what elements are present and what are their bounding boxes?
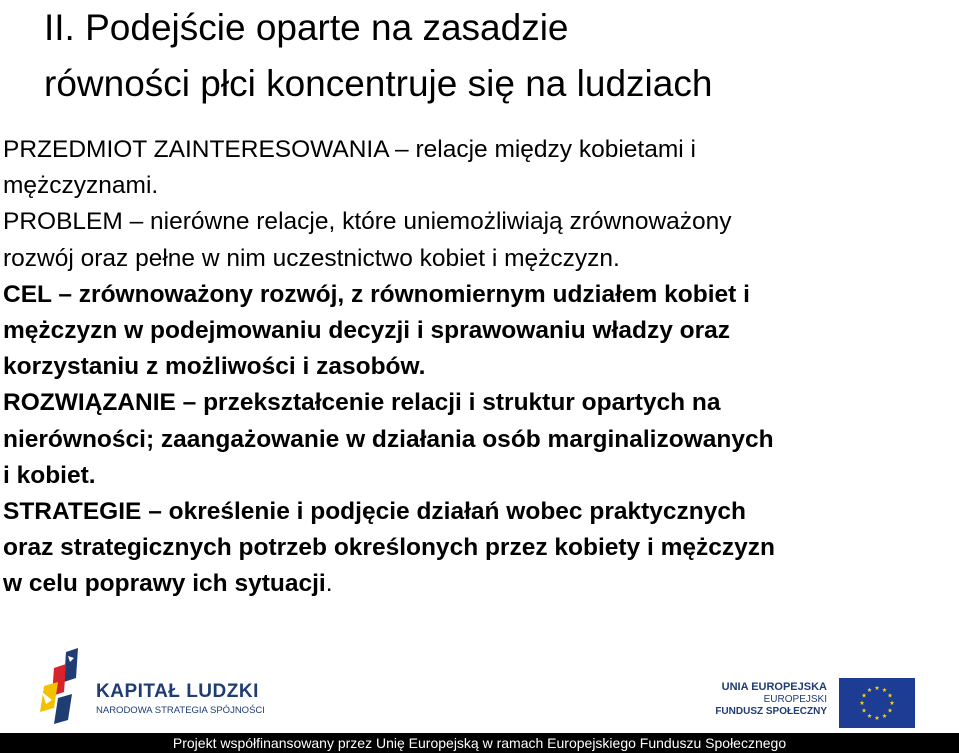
footer-bar (0, 733, 959, 753)
slide-title (44, 0, 944, 112)
body-line: mężczyznami. (3, 172, 159, 200)
body-line: PRZEDMIOT ZAINTERESOWANIA – relacje między kobietami i (3, 136, 696, 163)
final-period: . (325, 570, 333, 598)
body-line: PROBLEM – nierówne relacje, które uniemożliwiają zrównoważony (3, 208, 732, 236)
eu-logo (700, 678, 915, 728)
kapital-ludzki-logo-icon (36, 648, 86, 726)
slide-body (3, 132, 955, 603)
title-line-1: II. Podejście oparte na zasadzie (44, 7, 569, 48)
kapital-ludzki-subtitle: NARODOWA STRATEGIA SPÓJNOŚCI (96, 705, 265, 716)
body-line: ROZWIĄZANIE – przekształcenie relacji i struktur opartych na (3, 389, 721, 417)
cofinancing-note: Projekt współfinansowany przez Unię Europejską w ramach Europejskiego Funduszu Społecznego (172, 735, 787, 751)
eu-line-3: FUNDUSZ SPOŁECZNY (715, 706, 827, 717)
body-line: rozwój oraz pełne w nim uczestnictwo kobiet i mężczyzn. (3, 244, 620, 272)
body-line: CEL – zrównoważony rozwój, z równomiernym udziałem kobiet i (3, 280, 750, 308)
body-line: oraz strategicznych potrzeb określonych przez kobiety i mężczyzn (3, 534, 775, 562)
body-line: mężczyzn w podejmowaniu decyzji i sprawowaniu władzy oraz (3, 317, 730, 345)
eu-flag-icon (839, 678, 915, 728)
body-line-last (3, 566, 955, 602)
eu-line-2: EUROPEJSKI (763, 694, 827, 705)
eu-line-1: UNIA EUROPEJSKA (721, 681, 827, 693)
kapital-ludzki-logo (36, 648, 265, 726)
eu-text (715, 681, 827, 718)
kapital-ludzki-name: KAPITAŁ LUDZKI (96, 681, 259, 702)
body-line: STRATEGIE – określenie i podjęcie działań wobec praktycznych (3, 498, 746, 526)
footer (0, 640, 959, 753)
title-line-2: równości płci koncentruje się na ludziach (44, 63, 713, 104)
body-line: nierówności; zaangażowanie w działania osób marginalizowanych (3, 425, 774, 453)
body-line: i kobiet. (3, 461, 96, 489)
body-line-text: w celu poprawy ich sytuacji (3, 570, 326, 598)
body-line: korzystaniu z możliwości i zasobów. (3, 353, 426, 381)
